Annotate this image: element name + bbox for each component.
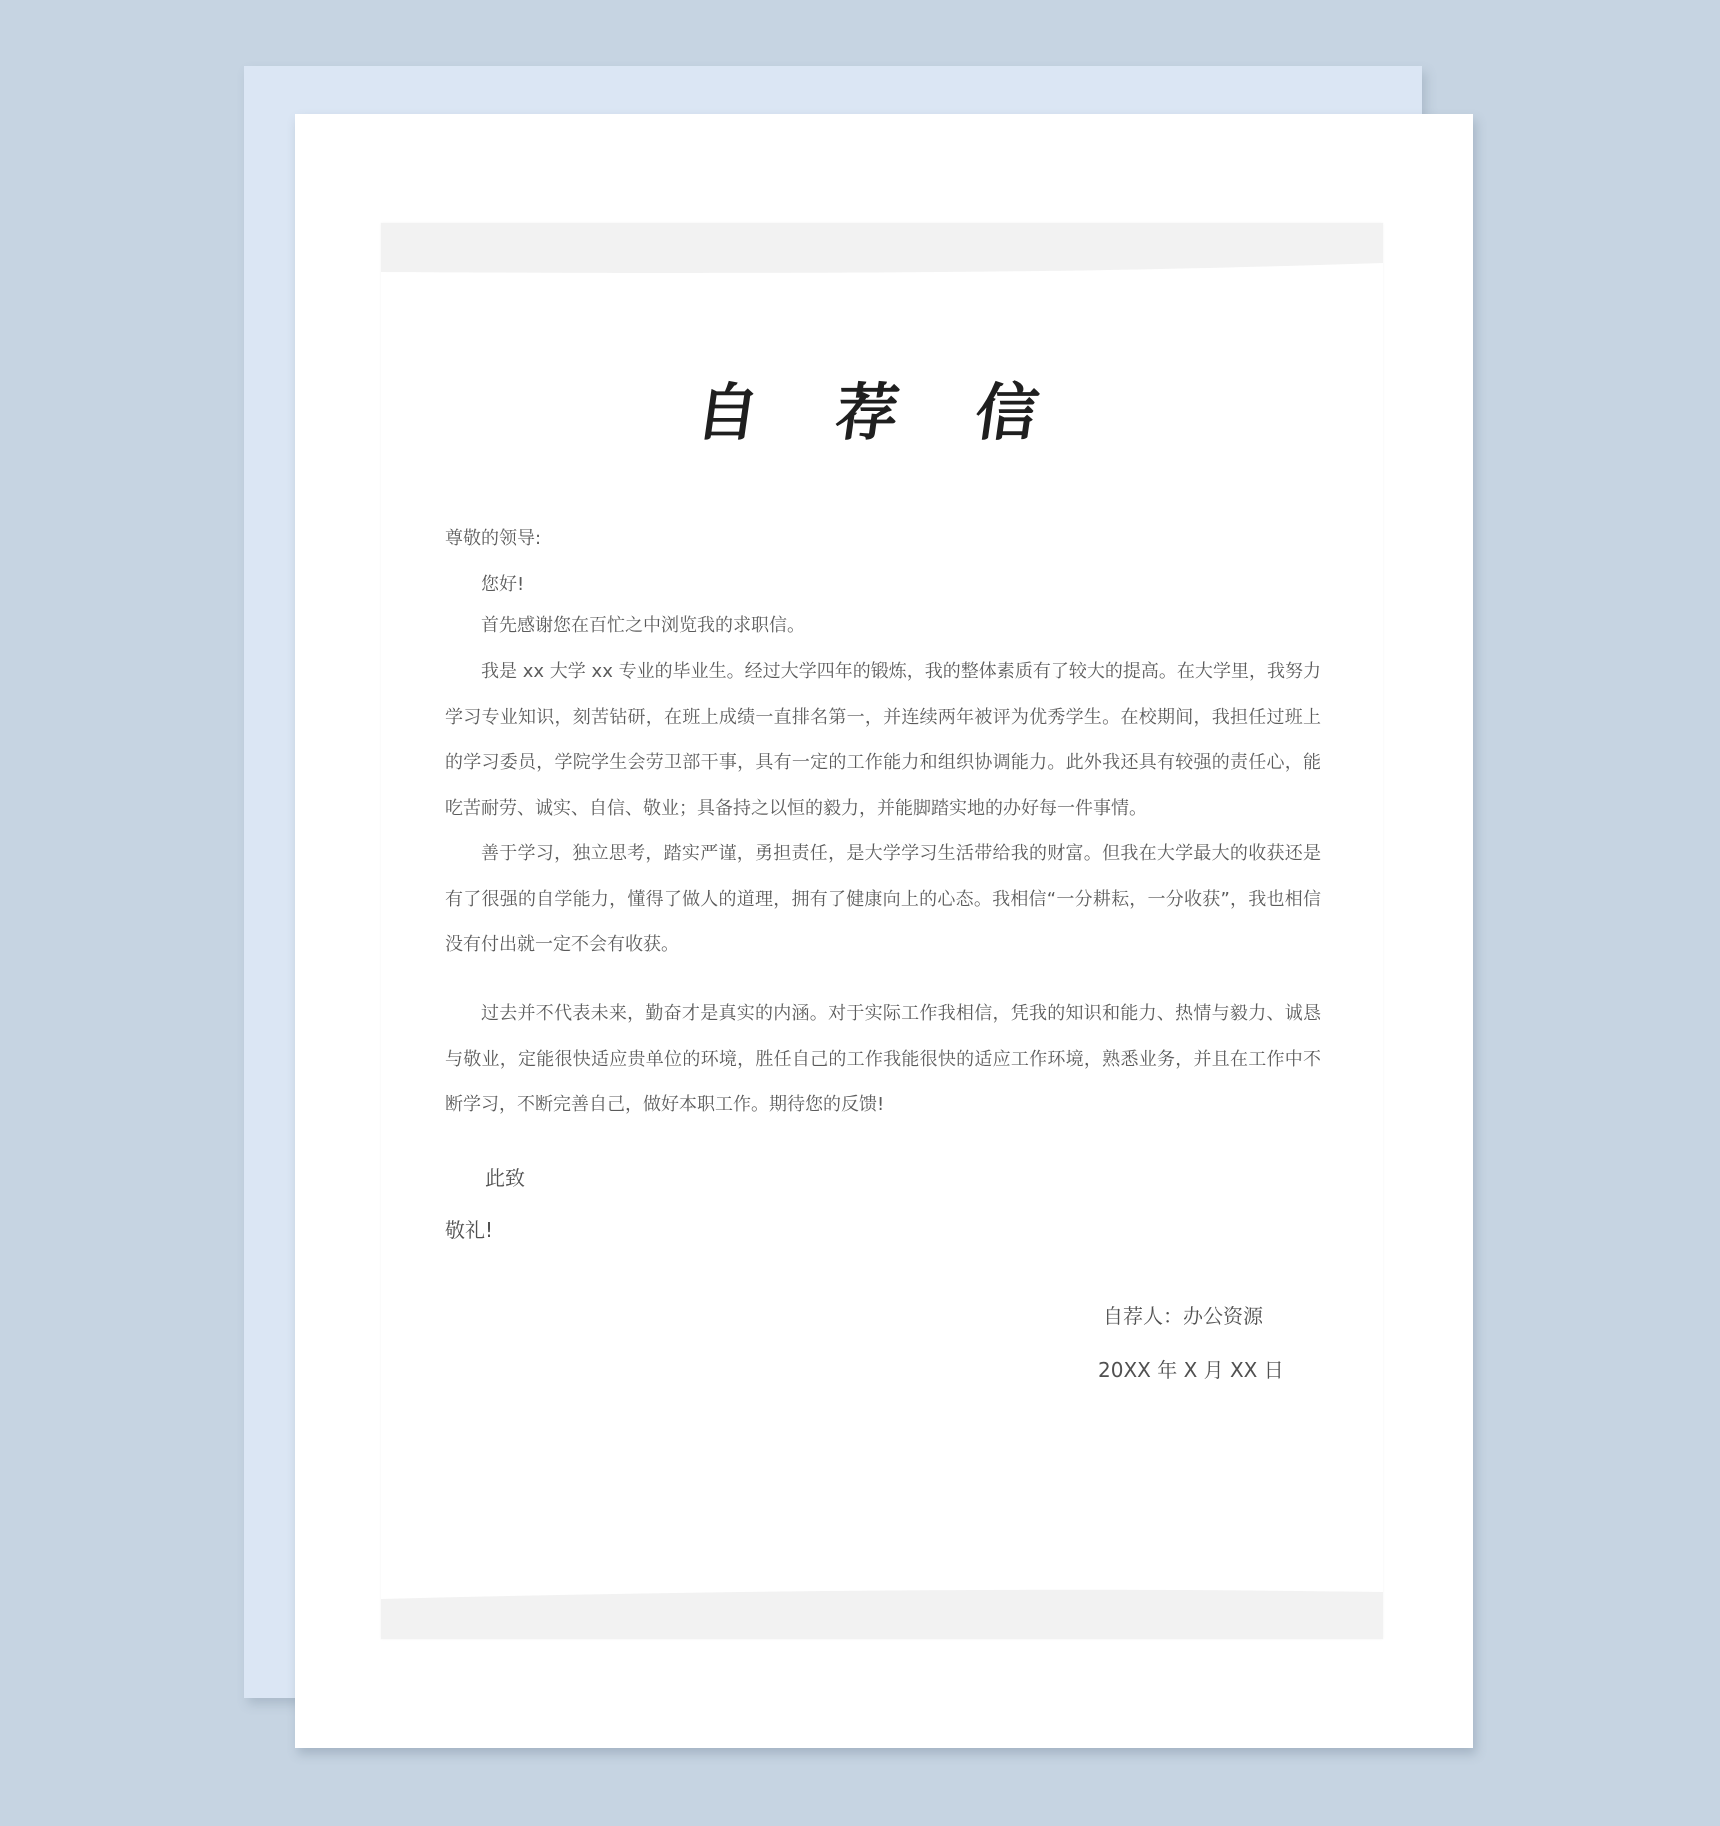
paragraph-3: 善于学习，独立思考，踏实严谨，勇担责任，是大学学习生活带给我的财富。但我在大学最大的收获还是有了很强的自学能力，懂得了做人的道理，拥有了健康向上的心态。我相信“一分耕耘，一分收获”，我也相信没有付出就一定不会有收获。 [445, 843, 1321, 955]
closing-line-2: 敬礼! [445, 1218, 494, 1242]
salutation: 尊敬的领导: [445, 528, 542, 549]
letter-title: 自 荐 信 [691, 376, 1072, 449]
letter-paper [381, 223, 1383, 1639]
signature: 自荐人：办公资源 [1103, 1304, 1263, 1328]
paragraph-2: 我是 xx 大学 xx 专业的毕业生。经过大学四年的锻炼，我的整体素质有了较大的提高。在大学里，我努力学习专业知识，刻苦钻研，在班上成绩一直排名第一，并连续两年被评为优秀学生。在校期间，我担任过班上的学习委员，学院学生会劳卫部干事，具有一定的工作能力和组织协调能力。此外我还具有较强的责任心，能吃苦耐劳、诚实、自信、敬业；具备持之以恒的毅力，并能脚踏实地的办好每一件事情。 [445, 661, 1321, 819]
greeting: 您好! [481, 574, 525, 595]
paragraph-1: 首先感谢您在百忙之中浏览我的求职信。 [481, 615, 805, 636]
top-decorative-band [381, 223, 1383, 278]
paragraph-4: 过去并不代表未来，勤奋才是真实的内涵。对于实际工作我相信，凭我的知识和能力、热情与毅力、诚恳与敬业，定能很快适应贵单位的环境，胜任自己的工作我能很快的适应工作环境，熟悉业务，并且在工作中不断学习，不断完善自己，做好本职工作。期待您的反馈! [445, 1003, 1321, 1115]
date: 20XX 年 X 月 XX 日 [1098, 1358, 1284, 1382]
bottom-decorative-band [381, 1589, 1383, 1639]
closing-line-1: 此致 [485, 1166, 525, 1190]
